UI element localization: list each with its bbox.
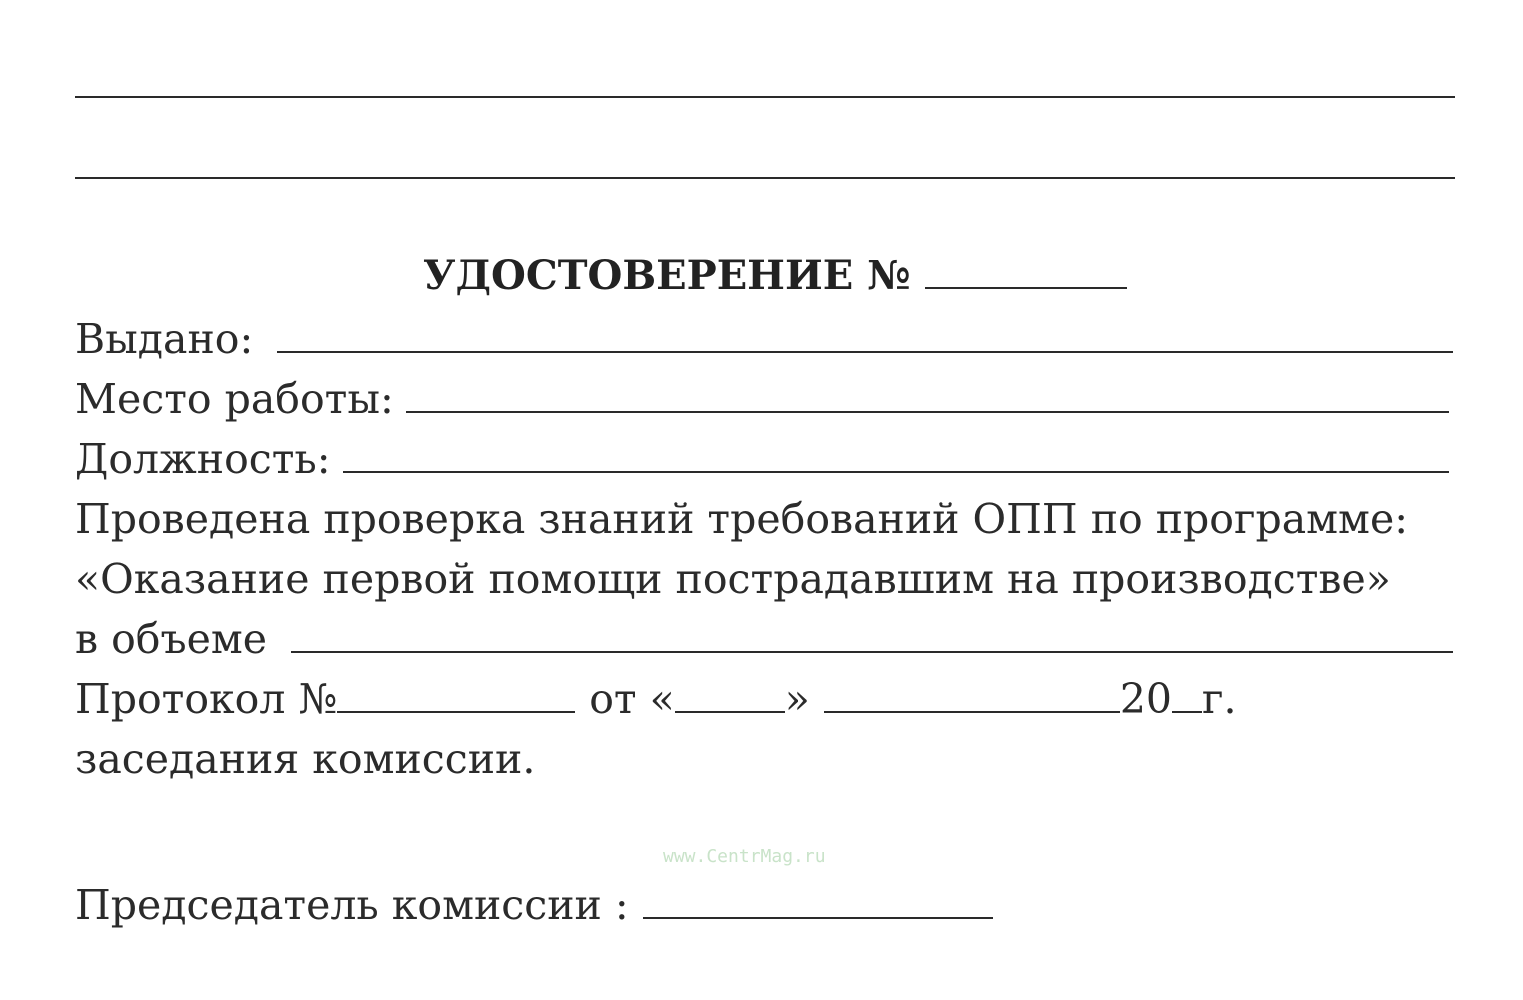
protocol-from-label: от « bbox=[589, 675, 675, 723]
watermark-text: www.CentrMag.ru bbox=[663, 846, 826, 867]
protocol-year-blank bbox=[1172, 677, 1202, 713]
volume-row bbox=[75, 614, 1453, 664]
meeting-line bbox=[75, 734, 535, 784]
check-text: Проведена проверка знаний требований ОПП по программе: bbox=[75, 495, 1409, 543]
issued-blank bbox=[277, 317, 1453, 353]
issued-label: Выдано: bbox=[75, 315, 254, 363]
position-row bbox=[75, 434, 1449, 484]
workplace-label: Место работы: bbox=[75, 375, 394, 423]
protocol-month-blank bbox=[824, 677, 1120, 713]
check-line bbox=[75, 494, 1408, 544]
top-blank-line-2 bbox=[75, 177, 1455, 179]
certificate-title: УДОСТОВЕРЕНИЕ № bbox=[423, 252, 911, 299]
protocol-quote-close: » bbox=[784, 675, 810, 723]
chairman-signature-blank bbox=[643, 883, 993, 919]
protocol-year-prefix: 20 bbox=[1119, 675, 1172, 723]
chairman-row bbox=[75, 880, 993, 930]
chairman-label: Председатель комиссии : bbox=[75, 881, 629, 929]
volume-blank bbox=[291, 617, 1453, 653]
workplace-blank bbox=[406, 377, 1449, 413]
protocol-day-blank bbox=[675, 677, 785, 713]
workplace-row bbox=[75, 374, 1449, 424]
certificate-number-blank bbox=[925, 257, 1127, 289]
program-line bbox=[75, 554, 1391, 604]
meeting-text: заседания комиссии. bbox=[75, 735, 536, 783]
position-label: Должность: bbox=[75, 435, 331, 483]
position-blank bbox=[343, 437, 1449, 473]
volume-label: в объеме bbox=[75, 615, 267, 663]
top-blank-line-1 bbox=[75, 96, 1455, 98]
protocol-label: Протокол № bbox=[75, 675, 338, 723]
issued-row bbox=[75, 314, 1453, 364]
certificate-title-row bbox=[423, 248, 1127, 304]
protocol-row bbox=[75, 674, 1237, 724]
protocol-year-suffix: г. bbox=[1202, 675, 1237, 723]
protocol-number-blank bbox=[337, 677, 575, 713]
program-text: «Оказание первой помощи пострадавшим на производстве» bbox=[75, 555, 1391, 603]
